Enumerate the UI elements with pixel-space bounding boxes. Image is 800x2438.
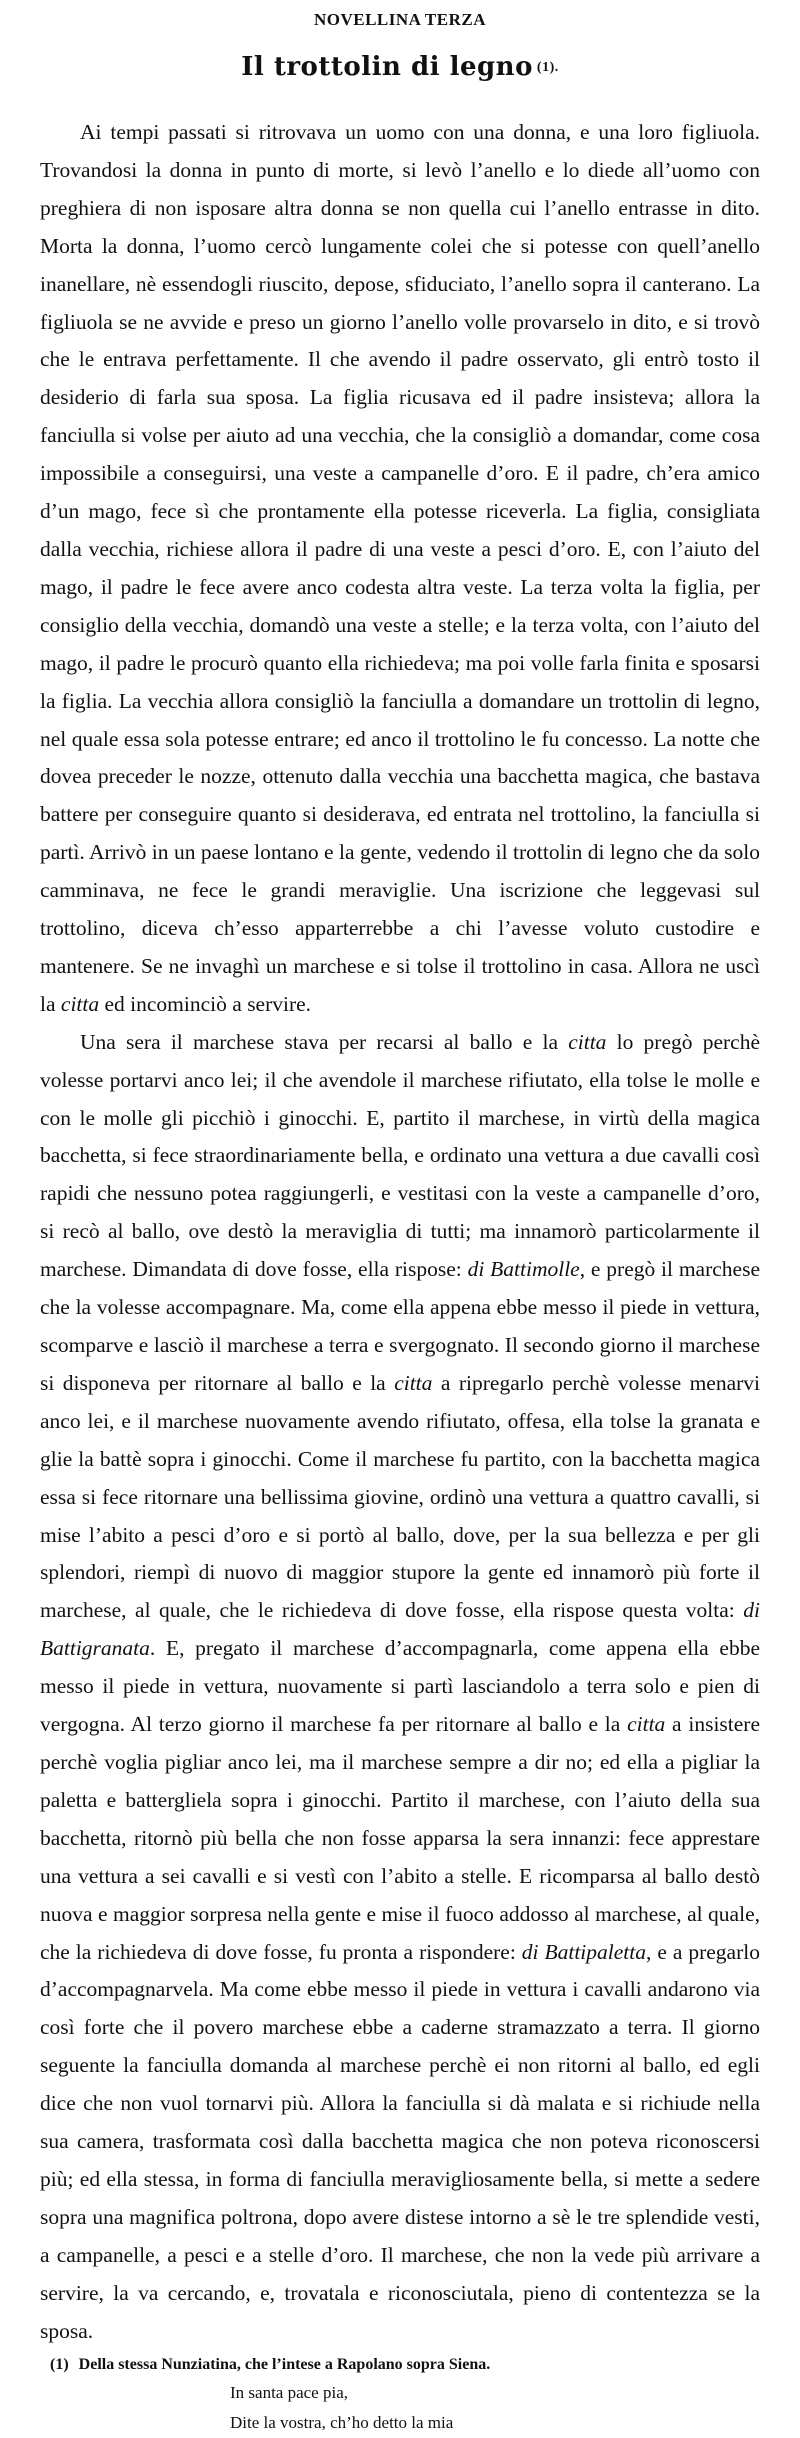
footnote [50,2356,490,2374]
text-run: . E, pregato il marchese d’accompagnarla, come appena ella ebbe messo il piede in vettura, nuovamente si partì lasciandolo a terra solo e pien di vergogna. Al terzo giorno il marchese fa per ritornare al ballo e la [40,1636,760,1737]
story-title: Il trottolin di legno [241,52,533,82]
text-run: , e a pregarlo d’accompagnarvela. Ma come ebbe messo il piede in vettura i cavalli andarono via così forte che il povero marchese ebbe a caderne stramazzato a terra. Il giorno seguente la fanciulla domanda al marchese perchè ei non ritorni al ballo, ed egli dice che non vuol tornarvi più. Allora la fanciulla si dà malata e si richiude nella sua camera, trasformata così dalla bacchetta magica che non poteva riconoscersi più; ed ella stessa, in forma di fanciulla meravigliosamente bella, si mette a sedere sopra una magnifica poltrona, dopo avere distese intorno a sè le tre splendide vesti, a campanelle, a pesci e a stelle d’oro. Il marchese, che non la vede più arrivare a servire, la va cercando, e, trovatala e riconosciutala, pieno di contentezza se la sposa. [40,1939,760,2343]
running-title: NOVELLINA TERZA [313,10,487,29]
text-run: Una sera il marchese stava per recarsi al ballo e la [80,1029,569,1054]
story-body [40,114,760,2350]
footnote-text: Della stessa Nunziatina, che l’intese a Rapolano sopra Siena. [78,2356,491,2373]
text-run: a insistere perchè voglia pigliar anco lei, ma il marchese sempre a dir no; ed ella a pigliar la paletta e battergliela sopra i ginocchi. Partito il marchese, con l’aiuto della sua bacchetta, ritornò più bella che non fosse apparsa la sera innanzi: fece apprestare una vettura a sei cavalli e si vestì con l’abito a stelle. E ricomparsa al ballo destò nuova e maggior sorpresa nella gente e mise il fuoco addosso al marchese, al quale, che la richiedeva di dove fosse, fu pronta a rispondere: [40,1712,760,1964]
verse-line: Dite la vostra, ch’ho detto la mia [230,2413,454,2433]
footnote-mark: (1) [50,2356,69,2373]
footnote-reference: (1). [536,60,559,75]
italic-run: di Battipaletta [521,1939,646,1964]
paragraph [40,1024,760,2351]
italic-run: citta [627,1712,666,1737]
italic-run: citta [568,1029,607,1054]
italic-run: citta [60,991,100,1016]
text-run: Ai tempi passati si ritrovava un uomo con una donna, e una loro figliuola. Trovandosi la donna in punto di morte, si levò l’anello e lo diede all’uomo con preghiera di non isposare altra donna se non quella cui l’anello entrasse in dito. Morta la donna, l’uomo cercò lungamente colei che si potesse con quell’anello inanellare, nè essendogli riuscito, depose, sfiduciato, l’anello sopra il canterano. La figliuola se ne avvide e preso un giorno l’anello volle provarselo in dito, e si trovò che le entrava perfettamente. Il che avendo il padre osservato, gli entrò tosto il desiderio di farla sua sposa. La figlia ricusava ed il padre insisteva; allora la fanciulla si volse per aiuto ad una vecchia, che la consigliò a domandar, come cosa impossibile a conseguirsi, una veste a campanelle d’oro. E il padre, ch’era amico d’un mago, fece sì che prontamente ella potesse riceverla. La figlia, consigliata dalla vecchia, richiese allora il padre di una veste a pesci d’oro. E, con l’aiuto del mago, il padre le fece avere anco codesta altra veste. La terza volta la figlia, per consiglio della vecchia, domandò una veste a stelle; e la terza volta, con l’aiuto del mago, il padre le procurò quanto ella richiedeva; ma poi volle farla finita e sposarsi la figlia. La vecchia allora consigliò la fanciulla a domandare un trottolin di legno, nel quale essa sola potesse entrare; ed anco il trottolino le fu concesso. La notte che dovea preceder le nozze, ottenuto dalla vecchia una bacchetta magica, che bastava battere per conseguire quanto si desiderava, ed entrata nel trottolino, la fanciulla si partì. Arrivò in un paese lontano e la gente, vedendo il trottolin di legno che da solo camminava, ne fece le grandi meraviglie. Una iscrizione che leggevasi sul trottolino, diceva ch’esso apparterrebbe a chi l’avesse voluto custodire e mantenere. Se ne invaghì un marchese e si tolse il trottolino in casa. Allora ne uscì la [40,120,760,1016]
story-title-block [40,52,760,82]
closing-verse [230,2378,760,2438]
italic-run: di Battigranata [40,1598,760,1661]
text-run: a ripregarlo perchè volesse menarvi anco lei, e il marchese nuovamente avendo rifiutato, offesa, ella tolse la granata e glie la battè sopra i ginocchi. Come il marchese fu partito, con la bacchetta magica essa si fece ritornare una bellissima giovine, ordinò una vettura a quattro cavalli, si mise l’abito a pesci d’oro e si portò al ballo, dove, per la sua bellezza e per gli splendori, riempì di nuovo di maggior stupore la gente ed innamorò più forte il marchese, al quale, che le richiedeva di dove fosse, ella rispose questa volta: [40,1370,761,1623]
verse-line: In santa pace pia, [230,2383,348,2403]
text-run: lo pregò perchè volesse portarvi anco lei; il che avendole il marchese rifiutato, ella tolse le molle e con le molle gli picchiò i ginocchi. E, partito il marchese, in virtù della magica bacchetta, si fece straordinariamente bella, e ordinato una vettura a due cavalli così rapidi che nessuno potea raggiungerli, e vestitasi con la veste a campanelle d’oro, si recò al ballo, ove destò la meraviglia di tutti; ma innamorò particolarmente il marchese. Dimandata di dove fosse, ella rispose: [40,1029,760,1282]
italic-run: di Battimolle [467,1257,580,1282]
italic-run: citta [394,1370,433,1395]
text-run: , e pregò il marchese che la volesse accompagnare. Ma, come ella appena ebbe messo il piede in vettura, scomparve e lasciò il marchese a terra e svergognato. Il secondo giorno il marchese si disponeva per ritornare al ballo e la [40,1257,760,1395]
paragraph [40,114,760,1024]
text-run: ed incominciò a servire. [99,991,312,1016]
page [40,0,761,2433]
